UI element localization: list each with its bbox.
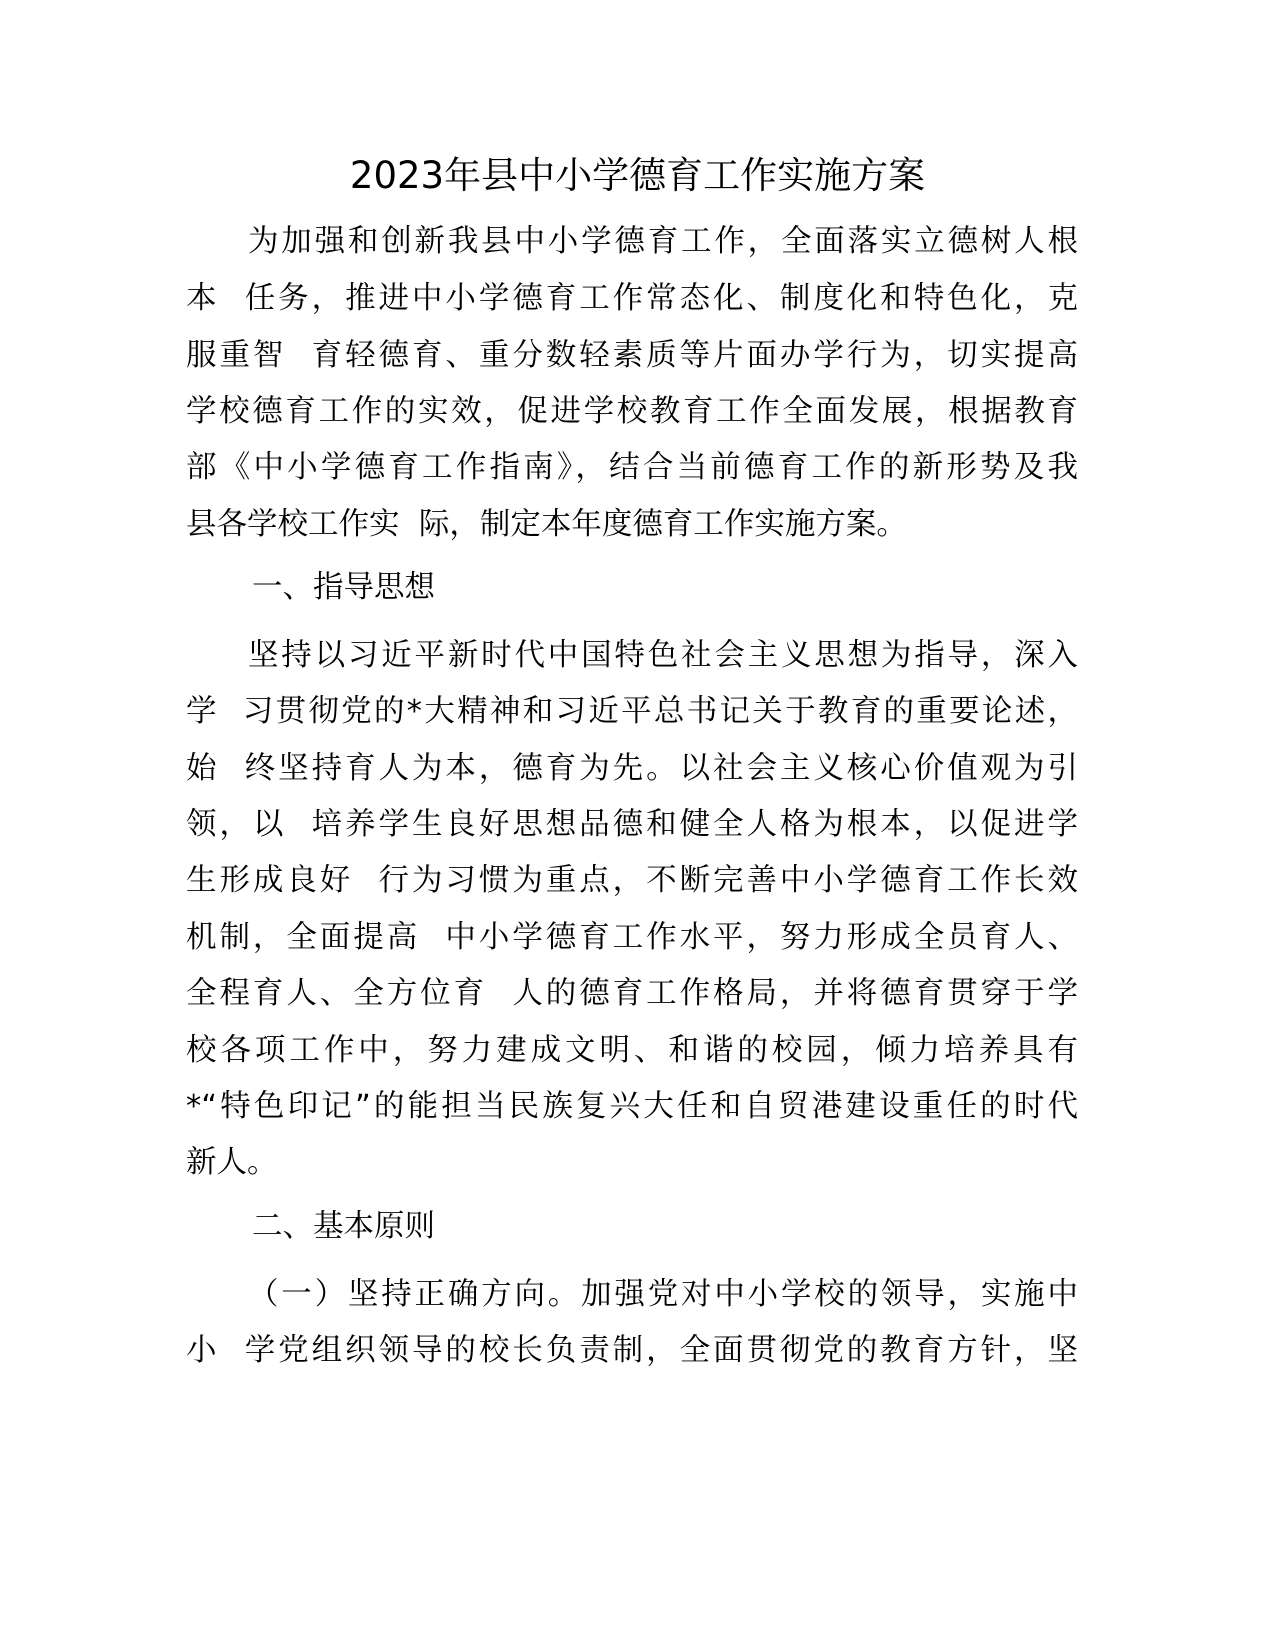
intro-line-2: 本 任务，推进中小学德育工作常态化、制度化和特色化，克 — [186, 281, 1078, 316]
section1-line-5: 生形成良好 行为习惯为重点，不断完善中小学德育工作长效 — [186, 863, 1078, 898]
section1-line-7: 全程育人、全方位育 人的德育工作格局，并将德育贯穿于学 — [186, 976, 1078, 1011]
intro-line-5: 部《中小学德育工作指南》，结合当前德育工作的新形势及我 — [186, 450, 1078, 485]
section1-line-3: 始 终坚持育人为本，德育为先。以社会主义核心价值观为引 — [186, 751, 1078, 786]
intro-line-1: 为加强和创新我县中小学德育工作，全面落实立德树人根 — [248, 224, 1078, 259]
section-heading-basic-principles: 二、基本原则 — [252, 1209, 435, 1244]
document-title: 2023年县中小学德育工作实施方案 — [349, 154, 926, 197]
section-heading-guiding-ideology: 一、指导思想 — [252, 570, 435, 605]
section1-line-4: 领，以 培养学生良好思想品德和健全人格为根本，以促进学 — [186, 807, 1078, 842]
intro-line-6: 县各学校工作实 际，制定本年度德育工作实施方案。 — [186, 507, 907, 542]
section1-line-9: *“特色印记”的能担当民族复兴大任和自贸港建设重任的时代 — [186, 1089, 1078, 1124]
intro-line-4: 学校德育工作的实效，促进学校教育工作全面发展，根据教育 — [186, 394, 1078, 429]
section1-line-1: 坚持以习近平新时代中国特色社会主义思想为指导，深入 — [248, 638, 1078, 673]
section2-line-1: （一）坚持正确方向。加强党对中小学校的领导，实施中 — [248, 1277, 1078, 1312]
section1-line-2: 学 习贯彻党的*大精神和习近平总书记关于教育的重要论述， — [186, 694, 1078, 729]
section2-line-2: 小 学党组织领导的校长负责制，全面贯彻党的教育方针，坚 — [186, 1333, 1078, 1368]
section1-line-8: 校各项工作中，努力建成文明、和谐的校园，倾力培养具有 — [186, 1033, 1078, 1068]
section1-line-10: 新人。 — [186, 1145, 278, 1180]
section1-line-6: 机制，全面提高 中小学德育工作水平，努力形成全员育人、 — [186, 920, 1078, 955]
intro-line-3: 服重智 育轻德育、重分数轻素质等片面办学行为，切实提高 — [186, 338, 1078, 373]
